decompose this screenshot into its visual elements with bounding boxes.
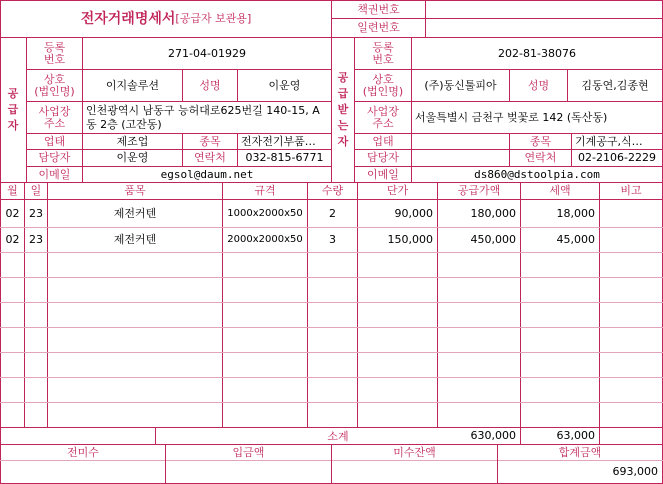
row-qty: 3 <box>329 233 336 246</box>
row-note <box>600 200 662 227</box>
book-no-label: 책권번호 <box>357 2 400 16</box>
supplier-biz-type-label: 업태 <box>43 134 66 148</box>
receiver-phone-label: 연락처 <box>524 151 557 164</box>
supplier-biz-item-label: 종목 <box>199 134 221 148</box>
row-note <box>600 228 662 252</box>
receiver-reg-no: 202-81-38076 <box>498 46 576 60</box>
serial-no-value <box>426 19 662 37</box>
unpaid-value <box>332 461 497 483</box>
receiver-company-label: 상호 (법인명) <box>362 72 404 98</box>
col-header-tax: 세액 <box>549 184 571 197</box>
supplier-phone-label: 연락처 <box>194 151 226 164</box>
row-day: 23 <box>29 206 43 220</box>
supplier-phone: 032-815-6771 <box>245 151 324 164</box>
col-header-supply: 공급가액 <box>457 184 501 197</box>
book-no-value <box>426 1 662 18</box>
receiver-contact-label: 담당자 <box>367 151 399 164</box>
receiver-phone: 02-2106-2229 <box>578 151 656 164</box>
receiver-email-label: 이메일 <box>367 167 399 181</box>
receiver-ceo: 김동연,김종현 <box>581 78 649 92</box>
table-row <box>0 200 663 227</box>
col-header-day: 일 <box>30 184 42 197</box>
receiver-company: (주)동신툴피아 <box>424 78 497 92</box>
supplier-address-label: 사업장 주소 <box>38 104 71 130</box>
total-label: 합계금액 <box>558 445 602 459</box>
page-subtitle: [공급자 보관용] <box>175 12 252 25</box>
supplier-company-label: 상호 (법인명) <box>34 72 75 98</box>
col-header-spec: 규격 <box>254 184 276 197</box>
receiver-biz-item-label: 종목 <box>529 134 552 148</box>
row-month: 02 <box>5 206 20 220</box>
subtotal-label: 소계 <box>327 430 349 443</box>
row-spec: 1000x2000x50 <box>227 207 303 219</box>
row-day: 23 <box>29 233 43 246</box>
row-unit-price: 150,000 <box>387 233 433 246</box>
prev-balance-label: 전미수 <box>67 445 99 459</box>
total-value: 693,000 <box>612 465 658 478</box>
col-header-note: 비고 <box>620 184 642 197</box>
receiver-email: ds860@dstoolpia.com <box>474 167 600 181</box>
receiver-address: 서울특별시 금천구 벚꽃로 142 (독산동) <box>415 110 608 124</box>
receiver-biz-type-label: 업태 <box>372 134 394 148</box>
supplier-email: egsol@daum.net <box>160 167 254 181</box>
col-header-month: 월 <box>7 184 18 197</box>
receiver-contact <box>412 150 509 166</box>
supplier-email-label: 이메일 <box>38 167 71 181</box>
receiver-side-label: 공급받는자 <box>337 71 349 148</box>
supplier-biz-type: 제조업 <box>116 134 149 148</box>
row-qty: 2 <box>329 206 336 220</box>
receiver-biz-item: 기계공구,식… <box>575 134 643 148</box>
row-supply: 180,000 <box>470 206 516 220</box>
supplier-biz-item: 전자전기부품… <box>241 134 316 148</box>
deposit-value <box>166 461 331 483</box>
row-item: 제전커텐 <box>113 233 157 246</box>
table-row <box>0 228 663 252</box>
prev-balance-value <box>1 461 165 483</box>
supplier-ceo: 이운영 <box>268 78 301 92</box>
receiver-address-label: 사업장 주소 <box>367 104 399 130</box>
subtotal-supply: 630,000 <box>470 429 516 442</box>
col-header-unit-price: 단가 <box>386 184 409 197</box>
row-month: 02 <box>5 233 20 246</box>
supplier-reg-no: 271-04-01929 <box>168 46 246 60</box>
supplier-address: 인천광역시 남동구 능허대로625번길 140-15, A동 2층 (고잔동) <box>86 103 320 131</box>
receiver-biz-type <box>412 134 509 149</box>
supplier-contact-label: 담당자 <box>38 151 71 164</box>
subtotal-tax: 63,000 <box>556 429 595 442</box>
receiver-ceo-label: 성명 <box>527 78 550 92</box>
receiver-reg-no-label: 등록 번호 <box>372 40 394 66</box>
row-supply: 450,000 <box>470 233 516 246</box>
supplier-reg-no-label: 등록 번호 <box>43 40 66 66</box>
serial-no-label: 일련번호 <box>357 21 400 34</box>
row-tax: 18,000 <box>556 206 595 220</box>
col-header-qty: 수량 <box>321 184 344 197</box>
deposit-label: 입금액 <box>232 445 265 459</box>
unpaid-label: 미수잔액 <box>393 445 436 459</box>
supplier-ceo-label: 성명 <box>199 78 221 92</box>
row-spec: 2000x2000x50 <box>227 234 303 245</box>
row-tax: 45,000 <box>556 233 595 246</box>
row-unit-price: 90,000 <box>394 206 433 220</box>
supplier-company: 이지솔루션 <box>105 78 160 92</box>
supplier-contact: 이운영 <box>116 151 149 164</box>
row-item: 제전커텐 <box>113 206 157 220</box>
page-title-area <box>1 1 331 37</box>
col-header-item: 품목 <box>124 184 146 197</box>
supplier-side-label: 공급자 <box>7 87 19 132</box>
page-title: 전자거래명세서 <box>80 11 176 27</box>
